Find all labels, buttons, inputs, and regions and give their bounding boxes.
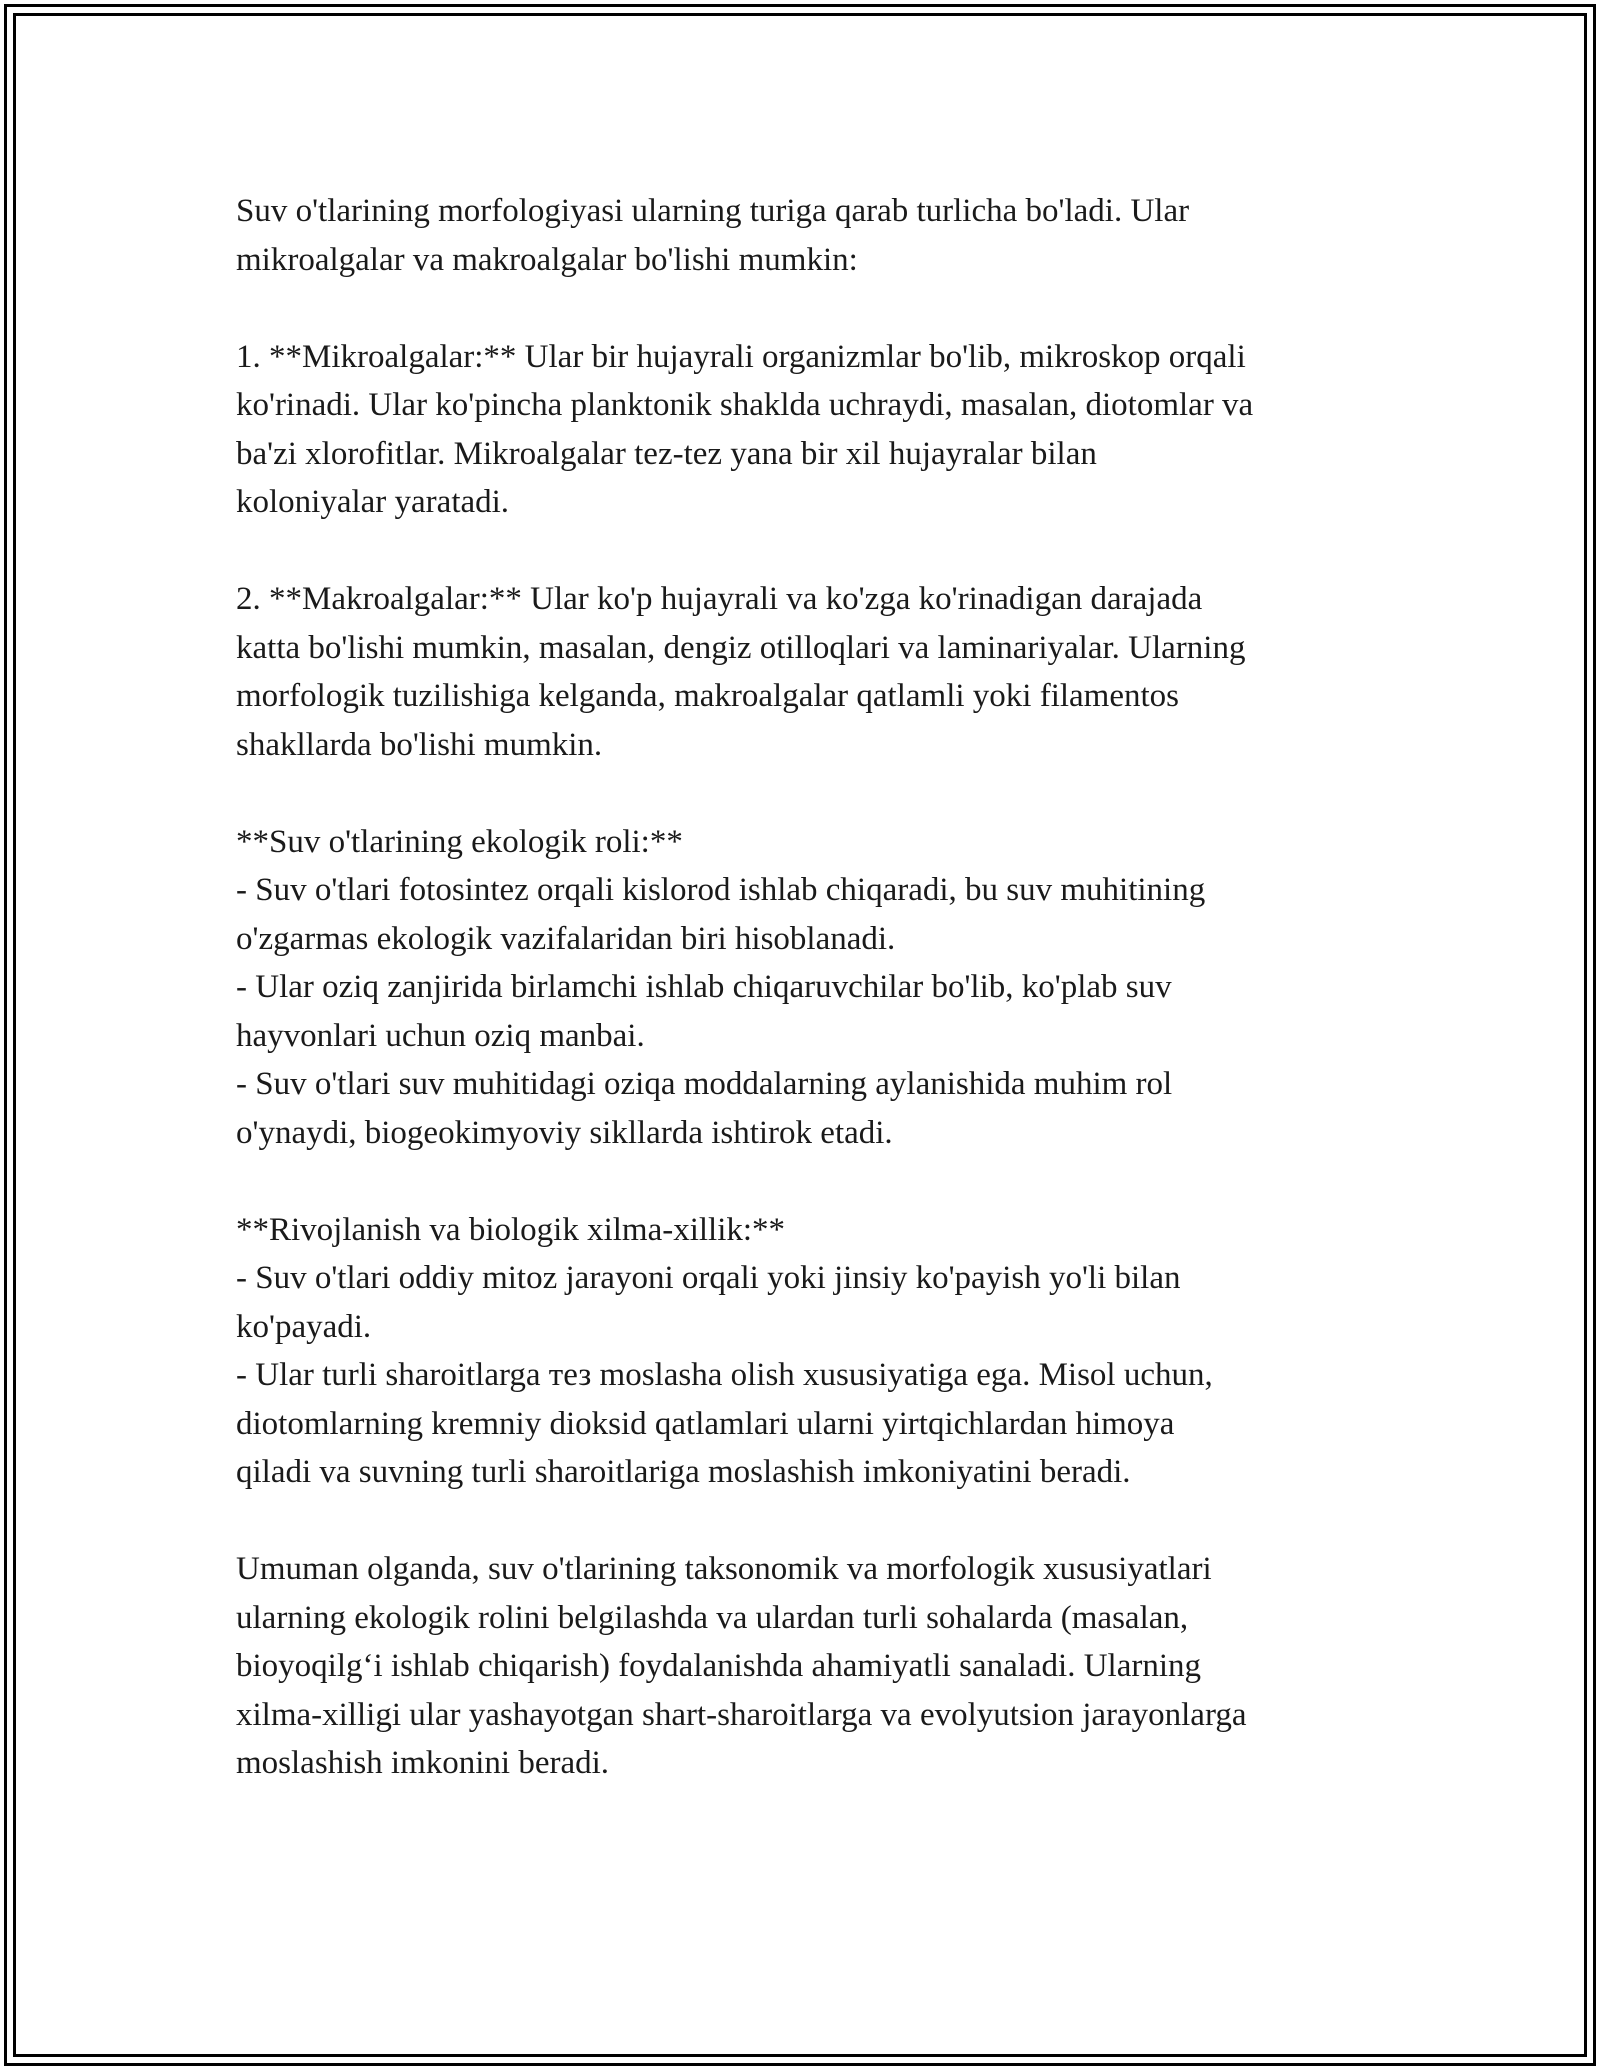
paragraph-gap: [236, 284, 1386, 333]
section-heading: **Rivojlanish va biologik xilma-xillik:**: [236, 1211, 786, 1248]
text-line: - Suv o'tlari fotosintez orqali kislorod ishlab chiqaradi, bu suv muhitining: [236, 872, 1206, 908]
paragraph-intro: [236, 187, 1386, 284]
text-line: ko'rinadi. Ular ko'pincha planktonik shaklda uchraydi, masalan, diotomlar va: [236, 387, 1254, 423]
paragraph-gap: [236, 769, 1386, 818]
paragraph-gap: [236, 1157, 1386, 1206]
text-line: diotomlarning kremniy dioksid qatlamlari ularni yirtqichlardan himoya: [236, 1405, 1175, 1442]
section-heading: **Suv o'tlarining ekologik roli:**: [236, 823, 683, 860]
text-line: o'zgarmas ekologik vazifalaridan biri hisoblanadi.: [236, 920, 896, 957]
text-line: - Ular turli sharoitlarga тез moslasha olish xususiyatiga ega. Misol uchun,: [236, 1357, 1213, 1393]
text-line: ba'zi xlorofitlar. Mikroalgalar tez-tez yana bir xil hujayralar bilan: [236, 435, 1097, 472]
text-line: o'ynaydi, biogeokimyoviy sikllarda ishtirok etadi.: [236, 1114, 893, 1151]
text-line: xilma-xilligi ular yashayotgan shart-sharoitlarga va evolyutsion jarayonlarga: [236, 1696, 1247, 1733]
text-line: 1. **Mikroalgalar:** Ular bir hujayrali organizmlar bo'lib, mikroskop orqali: [236, 338, 1246, 375]
text-line: 2. **Makroalgalar:** Ular ko'p hujayrali va ko'zga ko'rinadigan darajada: [236, 581, 1203, 617]
text-line: Suv o'tlarining morfologiyasi ularning turiga qarab turlicha bo'ladi. Ular: [236, 193, 1190, 229]
text-line: - Suv o'tlari oddiy mitoz jarayoni orqali yoki jinsiy ko'payish yo'li bilan: [236, 1260, 1181, 1296]
paragraph-mikroalgalar: [236, 333, 1386, 527]
text-line: bioyoqilg‘i ishlab chiqarish) foydalanishda ahamiyatli sanaladi. Ularning: [236, 1648, 1202, 1684]
paragraph-gap: [236, 527, 1386, 576]
paragraph-gap: [236, 1497, 1386, 1546]
text-line: - Ular oziq zanjirida birlamchi ishlab chiqaruvchilar bo'lib, ko'plab suv: [236, 969, 1172, 1005]
paragraph-makroalgalar: [236, 575, 1386, 769]
text-line: moslashish imkonini beradi.: [236, 1745, 610, 1781]
text-line: morfologik tuzilishiga kelganda, makroalgalar qatlamli yoki filamentos: [236, 678, 1179, 714]
text-line: Umuman olganda, suv o'tlarining taksonomik va morfologik xususiyatlari: [236, 1551, 1212, 1587]
text-line: mikroalgalar va makroalgalar bo'lishi mumkin:: [236, 241, 858, 278]
paragraph-conclusion: [236, 1545, 1386, 1788]
paragraph-ekologik-roli: [236, 818, 1386, 1158]
text-line: qiladi va suvning turli sharoitlariga moslashish imkoniyatini beradi.: [236, 1454, 1131, 1490]
text-line: - Suv o'tlari suv muhitidagi oziqa moddalarning aylanishida muhim rol: [236, 1066, 1173, 1102]
document-body: [236, 187, 1386, 1788]
text-line: ko'payadi.: [236, 1308, 372, 1345]
text-line: shakllarda bo'lishi mumkin.: [236, 726, 603, 763]
text-line: ularning ekologik rolini belgilashda va ulardan turli sohalarda (masalan,: [236, 1599, 1189, 1636]
text-line: hayvonlari uchun oziq manbai.: [236, 1017, 645, 1054]
text-line: katta bo'lishi mumkin, masalan, dengiz otilloqlari va laminariyalar. Ularning: [236, 629, 1246, 666]
paragraph-rivojlanish: [236, 1206, 1386, 1497]
text-line: koloniyalar yaratadi.: [236, 484, 510, 520]
